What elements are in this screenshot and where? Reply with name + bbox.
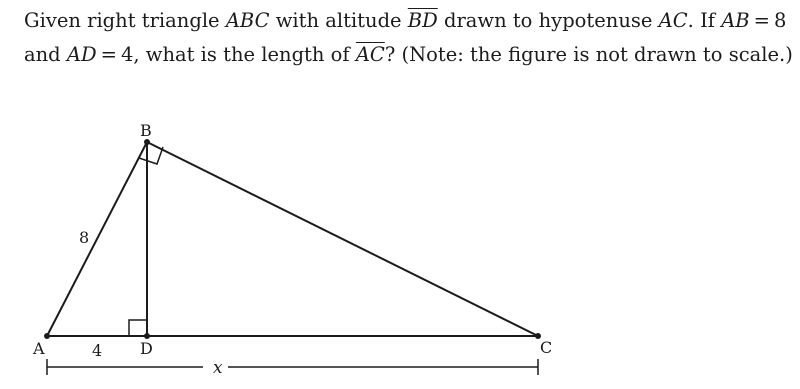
right-angle-marker-d	[129, 320, 147, 336]
math-segment-ad: AD	[66, 43, 97, 66]
vertex-label-b: B	[140, 121, 152, 140]
question-part-5: and	[24, 43, 67, 66]
math-value-ad: 4	[120, 43, 134, 66]
side-ab	[47, 142, 147, 336]
question-part-2: with altitude	[269, 9, 408, 32]
math-segment-ab: AB	[721, 9, 750, 32]
vertex-label-c: C	[540, 338, 553, 357]
question-part-3: drawn to hypotenuse	[437, 9, 659, 32]
vertex-point-a	[44, 333, 50, 339]
question-part-7: ? (Note: the figure is not drawn to scale.)	[384, 43, 793, 66]
vertex-label-d: D	[140, 339, 153, 358]
label-ac-length: x	[213, 358, 223, 378]
math-equals-2: =	[100, 43, 117, 66]
question-part-6: , what is the length of	[133, 43, 356, 66]
question-part-1: Given right triangle	[24, 9, 226, 32]
math-triangle-abc: ABC	[225, 9, 270, 32]
math-segment-ac-overline: $\overline{AC}$	[355, 43, 385, 66]
question-part-4: . If	[687, 9, 722, 32]
vertex-label-a: A	[33, 339, 45, 358]
math-value-ab: 8	[773, 9, 787, 32]
math-equals-1: =	[753, 9, 770, 32]
label-ab-length: 8	[79, 228, 90, 247]
math-segment-ac: AC	[658, 9, 688, 32]
label-ad-length: 4	[92, 341, 103, 360]
side-bc	[147, 142, 538, 336]
math-segment-bd: $\overline{BD}$	[407, 9, 438, 32]
